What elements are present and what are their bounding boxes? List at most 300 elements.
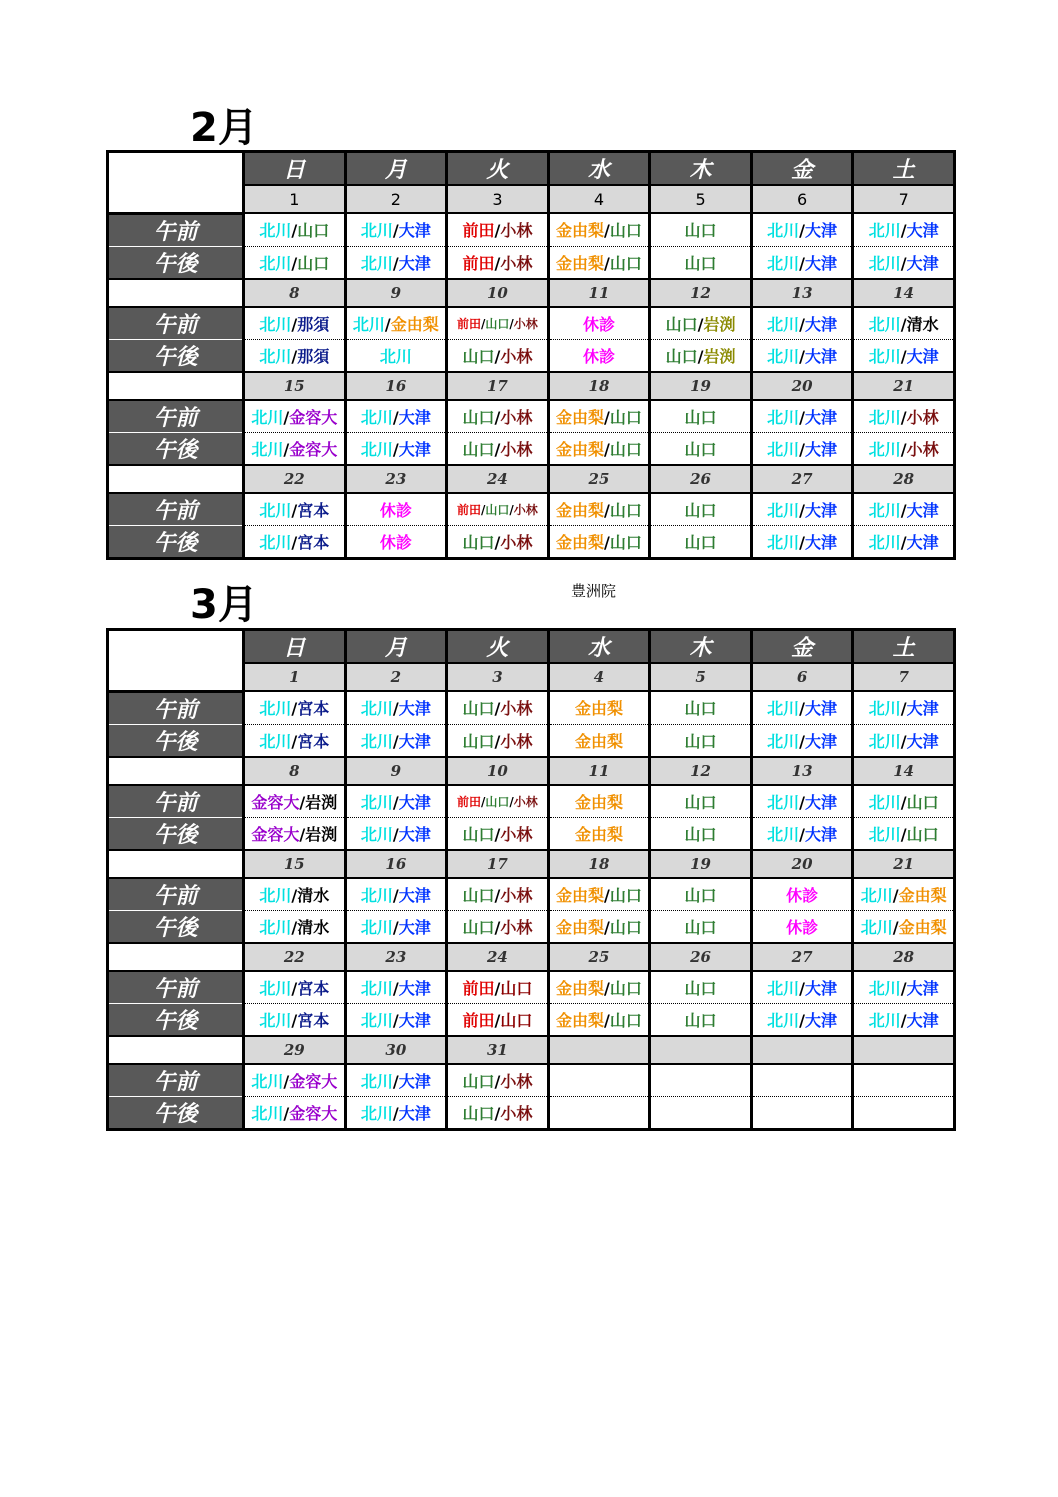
date-row xyxy=(108,943,955,971)
doctor-name: 北川 xyxy=(251,1103,284,1123)
schedule-cell xyxy=(548,971,650,1004)
slash-separator: / xyxy=(509,794,514,809)
date-cell: 27 xyxy=(751,465,853,493)
header-blank-cell xyxy=(108,152,244,214)
slash-separator: / xyxy=(900,253,907,273)
slash-separator: / xyxy=(494,978,501,998)
morning-row xyxy=(108,307,955,340)
date-cell: 9 xyxy=(345,279,447,307)
doctor-name: 北川 xyxy=(868,314,901,334)
date-cell: 2 xyxy=(345,663,447,691)
schedule-cell xyxy=(244,1003,346,1036)
doctor-name: 山口 xyxy=(684,439,717,459)
date-cell: 27 xyxy=(751,943,853,971)
afternoon-label: 午後 xyxy=(108,724,244,757)
schedule-cell xyxy=(751,1096,853,1129)
date-row xyxy=(108,465,955,493)
schedule-cell xyxy=(345,724,447,757)
schedule-cell xyxy=(548,785,650,818)
schedule-cell xyxy=(650,493,752,526)
date-cell: 28 xyxy=(853,943,955,971)
doctor-name: 山口 xyxy=(684,407,717,427)
doctor-name: 北川 xyxy=(360,731,393,751)
slash-separator: / xyxy=(291,346,298,366)
date-row-label-cell xyxy=(108,757,244,785)
doctor-name: 山口 xyxy=(609,221,642,241)
date-cell: 25 xyxy=(548,943,650,971)
slash-separator: / xyxy=(799,1010,806,1030)
doctor-name: 山口 xyxy=(684,500,717,520)
weekday-header: 火 xyxy=(447,152,549,186)
slash-separator: / xyxy=(291,500,298,520)
date-cell: 7 xyxy=(853,663,955,691)
date-cell: 4 xyxy=(548,185,650,213)
doctor-name: 大津 xyxy=(906,253,939,273)
date-cell xyxy=(548,1036,650,1064)
doctor-name: 北川 xyxy=(868,532,901,552)
schedule-cell xyxy=(853,724,955,757)
morning-row xyxy=(108,785,955,818)
slash-separator: / xyxy=(392,221,399,241)
doctor-name: 北川 xyxy=(360,824,393,844)
morning-label: 午前 xyxy=(108,213,244,246)
slash-separator: / xyxy=(604,500,610,520)
date-row xyxy=(108,850,955,878)
doctor-name: 大津 xyxy=(805,532,838,552)
doctor-name: 北川 xyxy=(259,885,292,905)
doctor-name: 大津 xyxy=(398,1071,431,1091)
doctor-name: 山口 xyxy=(462,1071,495,1091)
doctor-name: 北川 xyxy=(360,221,393,241)
date-cell: 20 xyxy=(751,372,853,400)
slash-separator: / xyxy=(283,407,290,427)
schedule-cell xyxy=(751,246,853,279)
doctor-name: 小林 xyxy=(906,439,939,459)
schedule-cell xyxy=(751,971,853,1004)
slash-separator: / xyxy=(799,532,806,552)
doctor-name: 山口 xyxy=(684,824,717,844)
schedule-cell xyxy=(345,307,447,340)
afternoon-row xyxy=(108,910,955,943)
doctor-name: 山口 xyxy=(500,1010,533,1030)
slash-separator: / xyxy=(384,314,391,334)
slash-separator: / xyxy=(392,731,399,751)
schedule-cell xyxy=(244,1096,346,1129)
doctor-name: 前田 xyxy=(462,253,495,273)
schedule-cell xyxy=(345,910,447,943)
doctor-name: 小林 xyxy=(500,346,533,366)
schedule-cell xyxy=(244,817,346,850)
slash-separator: / xyxy=(299,792,306,812)
doctor-name: 北川 xyxy=(868,731,901,751)
slash-separator: / xyxy=(392,407,399,427)
doctor-name: 金由梨 xyxy=(574,792,623,812)
slash-separator: / xyxy=(900,978,907,998)
slash-separator: / xyxy=(799,500,806,520)
schedule-cell xyxy=(548,213,650,246)
doctor-name: 宮本 xyxy=(297,532,330,552)
date-cell: 18 xyxy=(548,372,650,400)
slash-separator: / xyxy=(494,731,501,751)
doctor-name: 大津 xyxy=(398,699,431,719)
morning-label: 午前 xyxy=(108,691,244,724)
doctor-name: 小林 xyxy=(500,407,533,427)
date-cell: 13 xyxy=(751,279,853,307)
doctor-name: 山口 xyxy=(462,532,495,552)
doctor-name: 大津 xyxy=(398,407,431,427)
schedule-cell xyxy=(548,817,650,850)
date-row-label-cell xyxy=(108,1036,244,1064)
doctor-name: 小林 xyxy=(500,253,533,273)
schedule-cell xyxy=(853,691,955,724)
schedule-cell xyxy=(447,817,549,850)
doctor-name: 金容大 xyxy=(289,407,338,427)
doctor-name: 那須 xyxy=(297,346,330,366)
schedule-cell xyxy=(447,307,549,340)
doctor-name: 休診 xyxy=(582,346,615,366)
weekday-header: 土 xyxy=(853,152,955,186)
slash-separator: / xyxy=(900,407,907,427)
doctor-name: 小林 xyxy=(906,407,939,427)
date-cell: 10 xyxy=(447,279,549,307)
doctor-name: 北川 xyxy=(868,346,901,366)
doctor-name: 大津 xyxy=(906,978,939,998)
doctor-name: 北川 xyxy=(767,792,800,812)
schedule-cell xyxy=(548,246,650,279)
doctor-name: 北川 xyxy=(868,253,901,273)
slash-separator: / xyxy=(392,1071,399,1091)
doctor-name: 大津 xyxy=(805,500,838,520)
slash-separator: / xyxy=(291,917,298,937)
doctor-name: 北川 xyxy=(767,253,800,273)
schedule-cell xyxy=(650,213,752,246)
schedule-cell xyxy=(548,400,650,433)
slash-separator: / xyxy=(509,316,514,331)
doctor-name: 北川 xyxy=(251,1071,284,1091)
doctor-name: 山口 xyxy=(609,885,642,905)
schedule-cell xyxy=(751,785,853,818)
slash-separator: / xyxy=(392,824,399,844)
doctor-name: 大津 xyxy=(398,978,431,998)
schedule-cell xyxy=(650,339,752,372)
doctor-name: 大津 xyxy=(398,792,431,812)
date-cell: 26 xyxy=(650,465,752,493)
doctor-name: 金由梨 xyxy=(574,731,623,751)
slash-separator: / xyxy=(494,1103,501,1123)
schedule-cell xyxy=(650,817,752,850)
doctor-name: 北川 xyxy=(360,1103,393,1123)
doctor-name: 山口 xyxy=(684,532,717,552)
schedule-cell xyxy=(244,493,346,526)
schedule-cell xyxy=(650,246,752,279)
slash-separator: / xyxy=(291,1010,298,1030)
schedule-cell xyxy=(244,971,346,1004)
doctor-name: 山口 xyxy=(609,532,642,552)
schedule-cell xyxy=(244,691,346,724)
doctor-name: 小林 xyxy=(500,221,533,241)
date-cell: 20 xyxy=(751,850,853,878)
weekday-header-row xyxy=(108,630,955,664)
doctor-name: 北川 xyxy=(860,917,893,937)
doctor-name: 北川 xyxy=(868,1010,901,1030)
doctor-name: 山口 xyxy=(684,253,717,273)
february-title: 2月 xyxy=(190,105,258,151)
date-cell: 14 xyxy=(853,279,955,307)
slash-separator: / xyxy=(392,885,399,905)
slash-separator: / xyxy=(799,221,806,241)
date-cell: 13 xyxy=(751,757,853,785)
schedule-cell xyxy=(650,785,752,818)
slash-separator: / xyxy=(291,731,298,751)
doctor-name: 宮本 xyxy=(297,500,330,520)
doctor-name: 大津 xyxy=(805,314,838,334)
schedule-cell xyxy=(548,1096,650,1129)
doctor-name: 岩渕 xyxy=(305,792,338,812)
slash-separator: / xyxy=(697,314,704,334)
header-blank-cell xyxy=(108,630,244,692)
doctor-name: 小林 xyxy=(500,699,533,719)
slash-separator: / xyxy=(494,253,501,273)
date-cell: 12 xyxy=(650,757,752,785)
date-cell: 1 xyxy=(244,663,346,691)
schedule-cell xyxy=(548,878,650,911)
date-cell: 24 xyxy=(447,943,549,971)
slash-separator: / xyxy=(900,731,907,751)
doctor-name: 山口 xyxy=(684,731,717,751)
slash-separator: / xyxy=(799,253,806,273)
march-title: 3月 xyxy=(190,582,258,628)
morning-label: 午前 xyxy=(108,493,244,526)
schedule-cell xyxy=(751,525,853,558)
doctor-name: 北川 xyxy=(259,699,292,719)
doctor-name: 山口 xyxy=(684,917,717,937)
doctor-name: 山口 xyxy=(462,346,495,366)
doctor-name: 小林 xyxy=(513,794,538,809)
schedule-cell xyxy=(548,493,650,526)
date-row xyxy=(108,1036,955,1064)
doctor-name: 岩渕 xyxy=(703,314,736,334)
doctor-name: 金由梨 xyxy=(556,407,605,427)
doctor-name: 北川 xyxy=(868,699,901,719)
doctor-name: 北川 xyxy=(767,731,800,751)
slash-separator: / xyxy=(604,885,610,905)
doctor-name: 山口 xyxy=(485,502,510,517)
doctor-name: 北川 xyxy=(868,500,901,520)
doctor-name: 北川 xyxy=(868,221,901,241)
schedule-cell xyxy=(447,246,549,279)
afternoon-label: 午後 xyxy=(108,1003,244,1036)
morning-row xyxy=(108,213,955,246)
doctor-name: 北川 xyxy=(352,314,385,334)
schedule-cell xyxy=(650,724,752,757)
doctor-name: 北川 xyxy=(259,731,292,751)
date-cell: 21 xyxy=(853,850,955,878)
slash-separator: / xyxy=(494,221,501,241)
schedule-cell xyxy=(751,1003,853,1036)
doctor-name: 大津 xyxy=(805,439,838,459)
doctor-name: 北川 xyxy=(767,1010,800,1030)
schedule-cell xyxy=(244,432,346,465)
date-cell: 14 xyxy=(853,757,955,785)
schedule-cell xyxy=(650,432,752,465)
morning-row xyxy=(108,493,955,526)
slash-separator: / xyxy=(900,346,907,366)
doctor-name: 北川 xyxy=(251,439,284,459)
date-cell: 23 xyxy=(345,943,447,971)
schedule-cell xyxy=(650,400,752,433)
doctor-name: 大津 xyxy=(906,699,939,719)
schedule-cell xyxy=(751,691,853,724)
schedule-cell xyxy=(244,910,346,943)
doctor-name: 金由梨 xyxy=(556,885,605,905)
doctor-name: 大津 xyxy=(398,885,431,905)
date-cell: 18 xyxy=(548,850,650,878)
doctor-name: 宮本 xyxy=(297,978,330,998)
doctor-name: 大津 xyxy=(906,221,939,241)
slash-separator: / xyxy=(494,1071,501,1091)
doctor-name: 山口 xyxy=(609,917,642,937)
date-cell: 28 xyxy=(853,465,955,493)
doctor-name: 山口 xyxy=(906,824,939,844)
date-cell: 23 xyxy=(345,465,447,493)
date-cell: 9 xyxy=(345,757,447,785)
doctor-name: 大津 xyxy=(805,1010,838,1030)
doctor-name: 大津 xyxy=(805,221,838,241)
slash-separator: / xyxy=(900,792,907,812)
doctor-name: 宮本 xyxy=(297,731,330,751)
date-row xyxy=(108,372,955,400)
date-cell: 7 xyxy=(853,185,955,213)
date-cell: 12 xyxy=(650,279,752,307)
doctor-name: 休診 xyxy=(379,500,412,520)
date-cell: 16 xyxy=(345,850,447,878)
date-cell: 5 xyxy=(650,663,752,691)
date-cell: 3 xyxy=(447,663,549,691)
doctor-name: 北川 xyxy=(767,221,800,241)
slash-separator: / xyxy=(900,1010,907,1030)
doctor-name: 清水 xyxy=(297,917,330,937)
doctor-name: 山口 xyxy=(462,917,495,937)
doctor-name: 山口 xyxy=(906,792,939,812)
date-cell: 22 xyxy=(244,465,346,493)
slash-separator: / xyxy=(494,885,501,905)
schedule-cell xyxy=(447,971,549,1004)
morning-label: 午前 xyxy=(108,307,244,340)
weekday-header: 金 xyxy=(751,152,853,186)
doctor-name: 北川 xyxy=(360,253,393,273)
date-cell: 10 xyxy=(447,757,549,785)
slash-separator: / xyxy=(799,439,806,459)
schedule-cell xyxy=(345,400,447,433)
doctor-name: 北川 xyxy=(379,346,412,366)
schedule-cell xyxy=(853,525,955,558)
weekday-header: 水 xyxy=(548,630,650,664)
afternoon-row xyxy=(108,525,955,558)
doctor-name: 北川 xyxy=(767,439,800,459)
date-row-label-cell xyxy=(108,850,244,878)
doctor-name: 北川 xyxy=(868,792,901,812)
date-row xyxy=(108,757,955,785)
schedule-cell xyxy=(548,910,650,943)
date-cell: 1 xyxy=(244,185,346,213)
doctor-name: 休診 xyxy=(379,532,412,552)
doctor-name: 北川 xyxy=(251,407,284,427)
slash-separator: / xyxy=(291,221,298,241)
doctor-name: 小林 xyxy=(513,502,538,517)
schedule-cell xyxy=(345,246,447,279)
slash-separator: / xyxy=(481,502,486,517)
doctor-name: 大津 xyxy=(805,731,838,751)
schedule-cell xyxy=(853,910,955,943)
schedule-cell xyxy=(650,910,752,943)
afternoon-row xyxy=(108,246,955,279)
schedule-cell xyxy=(853,246,955,279)
doctor-name: 山口 xyxy=(297,221,330,241)
schedule-cell xyxy=(650,1003,752,1036)
doctor-name: 山口 xyxy=(297,253,330,273)
date-cell: 21 xyxy=(853,372,955,400)
schedule-cell xyxy=(244,339,346,372)
schedule-cell xyxy=(853,785,955,818)
doctor-name: 金容大 xyxy=(251,824,300,844)
schedule-cell xyxy=(751,339,853,372)
slash-separator: / xyxy=(392,699,399,719)
doctor-name: 山口 xyxy=(462,824,495,844)
doctor-name: 大津 xyxy=(906,731,939,751)
doctor-name: 金由梨 xyxy=(556,917,605,937)
schedule-cell xyxy=(650,307,752,340)
slash-separator: / xyxy=(604,978,610,998)
schedule-cell xyxy=(447,400,549,433)
schedule-cell xyxy=(345,971,447,1004)
doctor-name: 前田 xyxy=(456,316,481,331)
schedule-cell xyxy=(345,785,447,818)
doctor-name: 宮本 xyxy=(297,699,330,719)
doctor-name: 北川 xyxy=(868,407,901,427)
morning-label: 午前 xyxy=(108,785,244,818)
doctor-name: 金由梨 xyxy=(898,917,947,937)
slash-separator: / xyxy=(900,500,907,520)
schedule-cell xyxy=(650,691,752,724)
doctor-name: 金由梨 xyxy=(898,885,947,905)
doctor-name: 北川 xyxy=(259,346,292,366)
morning-label: 午前 xyxy=(108,971,244,1004)
doctor-name: 大津 xyxy=(906,532,939,552)
doctor-name: 那須 xyxy=(297,314,330,334)
february-schedule-table xyxy=(106,150,956,560)
doctor-name: 金由梨 xyxy=(556,532,605,552)
slash-separator: / xyxy=(283,1071,290,1091)
date-cell: 15 xyxy=(244,850,346,878)
doctor-name: 小林 xyxy=(500,917,533,937)
doctor-name: 金由梨 xyxy=(556,500,605,520)
schedule-cell xyxy=(548,339,650,372)
date-row-label-cell xyxy=(108,279,244,307)
doctor-name: 北川 xyxy=(259,532,292,552)
schedule-cell xyxy=(853,307,955,340)
slash-separator: / xyxy=(291,978,298,998)
weekday-header: 日 xyxy=(244,152,346,186)
schedule-cell xyxy=(447,213,549,246)
slash-separator: / xyxy=(392,792,399,812)
date-cell: 4 xyxy=(548,663,650,691)
schedule-cell xyxy=(751,910,853,943)
doctor-name: 大津 xyxy=(398,1010,431,1030)
doctor-name: 北川 xyxy=(360,917,393,937)
afternoon-label: 午後 xyxy=(108,910,244,943)
date-cell: 26 xyxy=(650,943,752,971)
clinic-name: 豊洲院 xyxy=(571,582,617,600)
